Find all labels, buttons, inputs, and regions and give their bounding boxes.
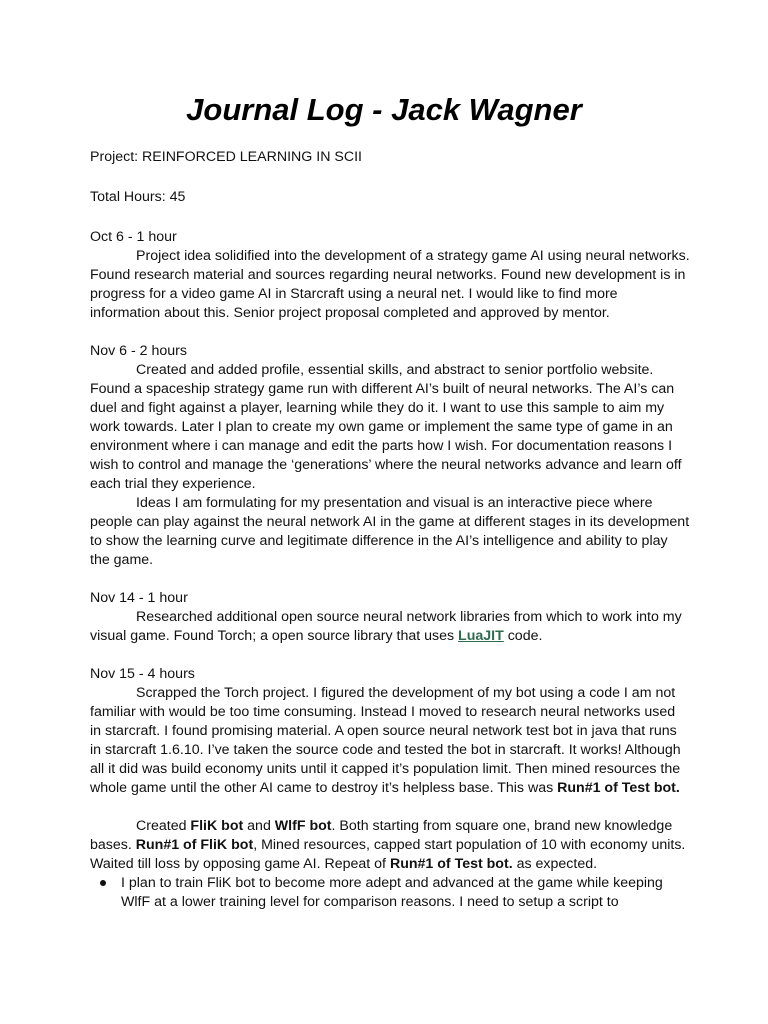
entry-text: Scrapped the Torch project. I figured the development of my bot using a code I am not familiar with would be too time consuming. Instead I moved to research neural networks used in starcraft. I found promising material. A open source neural network test bot in java that runs in starcraft 1.6.10. I’ve taken the source code and tested the bot in starcraft. It works! Although all it did was build economy units until it capped it’s population limit. Then mined resources the whole game until the other AI came to destroy it’s helpless base. This was xyxy=(90,685,681,796)
bot-name: FliK bot xyxy=(190,818,244,834)
bullet-item: I plan to train FliK bot to become more adept and advanced at the game while keeping WlfF at a lower training level for comparison reasons. I need to setup a script to xyxy=(90,874,690,912)
entry-paragraph xyxy=(90,817,690,874)
entry-paragraph: Created and added profile, essential skills, and abstract to senior portfolio website. Found a spaceship strategy game run with different AI’s built of neural networks. The AI’s can duel and fight against a player, learning while they do it. I want to use this sample to aim my work towards. Later I plan to create my own game or implement the same type of game in an environment where i can manage and edit the parts how I wish. For documentation reasons I wish to control and manage the ‘generations’ where the neural networks advance and learn off each trial they experience. xyxy=(90,362,682,492)
journal-entry xyxy=(90,589,690,646)
entry-paragraph xyxy=(90,608,690,646)
bullet-list xyxy=(90,874,690,912)
entry-date: Nov 15 - 4 hours xyxy=(90,666,195,682)
total-hours-line: Total Hours: 45 xyxy=(90,189,186,205)
entry-date: Nov 14 - 1 hour xyxy=(90,590,188,606)
run-label: Run#1 of Test bot. xyxy=(389,856,513,872)
entry-paragraph: Project idea solidified into the development of a strategy game AI using neural networks. Found research material and sources regarding neural networks. Found new development is in progress for a video game AI in Starcraft using a neural net. I would like to find more information about this. Senior project proposal completed and approved by mentor. xyxy=(90,248,690,321)
entry-text: Created xyxy=(136,818,191,834)
entry-date: Nov 6 - 2 hours xyxy=(90,343,187,359)
entry-text: code. xyxy=(503,628,543,644)
entry-text: , Mined resources, capped start population of 10 with economy units. Waited till loss by opposing game AI. Repeat of xyxy=(90,837,686,872)
project-line: Project: REINFORCED LEARNING IN SCII xyxy=(90,149,362,165)
journal-entry xyxy=(90,665,690,912)
luajit-link[interactable]: LuaJIT xyxy=(458,628,504,644)
run-label: Run#1 of Test bot. xyxy=(557,780,680,796)
document-body xyxy=(90,148,690,931)
entry-date: Oct 6 - 1 hour xyxy=(90,229,177,245)
entry-paragraph: Ideas I am formulating for my presentation and visual is an interactive piece where people can play against the neural network AI in the game at different stages in its development to show the learning curve and legitimate difference in the AI’s intelligence and ability to play the game. xyxy=(90,495,690,568)
entry-text: as expected. xyxy=(512,856,598,872)
entry-text: Researched additional open source neural network libraries from which to work into my visual game. Found Torch; a open source library that uses xyxy=(90,609,682,644)
entry-paragraph xyxy=(90,684,690,798)
bot-name: WlfF bot xyxy=(274,818,332,834)
page-title: Journal Log - Jack Wagner xyxy=(186,92,582,127)
entry-text: . Both starting from square one, brand new knowledge bases. xyxy=(90,818,673,853)
journal-entry xyxy=(90,342,690,570)
entry-text: and xyxy=(243,818,275,834)
run-label: Run#1 of FliK bot xyxy=(135,837,254,853)
journal-entry xyxy=(90,228,690,323)
